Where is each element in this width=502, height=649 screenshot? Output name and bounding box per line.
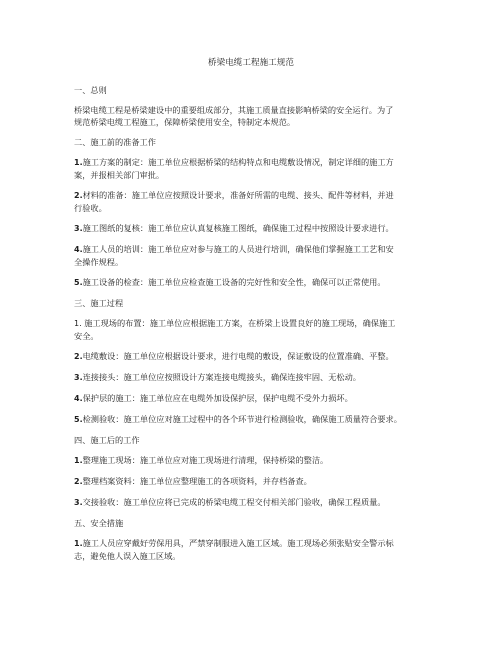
line-text: 全操作规程。 [74,257,124,267]
paragraph [74,222,430,235]
item-number: 5. [74,415,83,424]
paragraph-line [74,350,430,363]
document-title: 桥梁电缆工程施工规范 [208,58,294,68]
paragraph-line [74,537,430,550]
paragraph-line [74,243,430,256]
paragraph-line [74,475,430,488]
item-number: 1. [74,158,83,167]
line-text: 桥梁电缆工程是桥梁建设中的重要组成部分，其施工质量直接影响桥梁的安全运行。为了 [74,105,394,115]
item-number: 2. [74,352,83,361]
paragraph-line [74,330,430,342]
paragraph-line [74,392,430,405]
section-heading: 五、安全措施 [74,518,124,528]
paragraph-line [74,202,430,214]
paragraph-line [74,496,430,509]
item-number: 4. [74,394,83,403]
item-number: 3. [74,224,83,233]
item-number: 1. [74,319,85,328]
paragraph-line [74,222,430,235]
item-number: 4. [74,245,83,254]
line-text: 规范桥梁电缆工程施工，保障桥梁使用安全，特制定本规范。 [74,117,296,127]
item-number: 1. [74,539,83,548]
paragraph [74,189,430,214]
line-text: 整理档案资料：施工单位应整理施工的各项资料，并存档备查。 [82,476,312,486]
paragraph-line [74,256,430,268]
paragraph [74,475,430,488]
line-text: 检测验收：施工单位应对施工过程中的各个环节进行检测验收，确保施工质量符合要求。 [82,414,402,424]
section-heading: 四、施工后的工作 [74,435,140,445]
paragraph-line [74,116,430,128]
paragraph-line [74,413,430,426]
item-number: 2. [74,477,83,486]
paragraph-line [74,276,430,289]
paragraph [74,537,430,562]
line-text: 志，避免他人误入施工区域。 [74,551,181,561]
paragraph-line [74,371,430,384]
line-text: 施工人员应穿戴好劳保用具，严禁穿制服进入施工区域。施工现场必须张贴安全警示标 [82,538,394,548]
paragraph [74,413,430,426]
paragraph [74,156,430,181]
paragraph-line [74,104,430,116]
line-text: 施工人员的培训：施工单位应对参与施工的人员进行培训，确保他们掌握施工工艺和安 [82,244,394,254]
paragraph [74,317,430,342]
line-text: 施工方案的制定：施工单位应根据桥梁的结构特点和电缆敷设情况，制定详细的施工方 [82,157,394,167]
line-text: 电缆敷设：施工单位应根据设计要求，进行电缆的敷设，保证敷设的位置准确、平整。 [82,351,394,361]
item-number: 3. [74,498,83,507]
line-text: 施工设备的检查：施工单位应检查施工设备的完好性和安全性，确保可以正常使用。 [82,277,386,287]
line-text: 安全。 [74,331,99,341]
item-number: 3. [74,373,83,382]
section-heading: 二、施工前的准备工作 [74,137,156,147]
line-text: 连接接头：施工单位应按照设计方案连接电缆接头，确保连接牢固、无松动。 [82,372,361,382]
document-body [74,84,430,570]
item-number: 2. [74,191,83,200]
paragraph [74,371,430,384]
line-text: 保护层的施工：施工单位应在电缆外加设保护层，保护电缆不受外力损坏。 [82,393,353,403]
line-text: 行验收。 [74,203,107,213]
line-text: 施工现场的布置：施工单位应根据施工方案，在桥梁上设置良好的施工现场，确保施工 [84,318,396,328]
section-heading: 三、施工过程 [74,298,124,308]
paragraph-line [74,156,430,169]
paragraph [74,350,430,363]
paragraph [74,276,430,289]
paragraph-line [74,454,430,467]
line-text: 材料的准备：施工单位应按照设计要求，准备好所需的电缆、接头、配件等材料，并进 [82,190,394,200]
item-number: 1. [74,456,83,465]
paragraph [74,496,430,509]
paragraph [74,104,430,128]
paragraph-line [74,317,430,330]
paragraph-line [74,189,430,202]
line-text: 施工图纸的复核：施工单位应认真复核施工图纸，确保施工过程中按照设计要求进行。 [82,223,394,233]
item-number: 5. [74,278,83,287]
paragraph-line [74,550,430,562]
line-text: 案，并报相关部门审批。 [74,170,165,180]
paragraph [74,454,430,467]
section-heading: 一、总则 [74,85,107,95]
paragraph [74,392,430,405]
line-text: 交接验收：施工单位应将已完成的桥梁电缆工程交付相关部门验收，确保工程质量。 [82,497,386,507]
paragraph-line [74,169,430,181]
paragraph [74,243,430,268]
line-text: 整理施工现场：施工单位应对施工现场进行清理，保持桥梁的整洁。 [82,455,329,465]
